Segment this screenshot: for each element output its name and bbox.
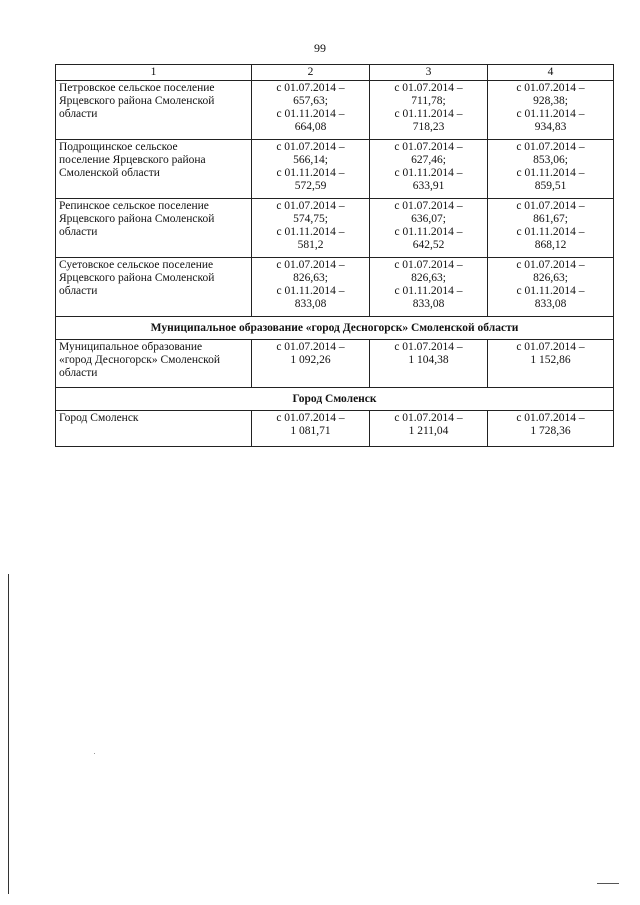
cell-line: с 01.07.2014 – — [516, 200, 585, 212]
cell-line: 833,08 — [534, 298, 567, 310]
cell-line: 833,08 — [294, 298, 327, 310]
section-header-row — [56, 317, 614, 340]
cell-line: 1 211,04 — [408, 425, 449, 437]
tariff-cell-col4 — [488, 140, 614, 199]
table-row — [56, 258, 614, 317]
cell-line: 636,07; — [411, 213, 446, 225]
cell-line: с 01.11.2014 – — [276, 285, 345, 297]
column-header-3: 3 — [370, 65, 488, 81]
cell-line: области — [59, 108, 98, 120]
cell-line: Ярцевского района Смоленской — [59, 272, 215, 284]
cell-line: поселение Ярцевского района — [59, 154, 206, 166]
tariff-cell-col2 — [252, 81, 370, 140]
cell-line: 566,14; — [293, 154, 328, 166]
cell-line: с 01.11.2014 – — [516, 108, 585, 120]
cell-line: с 01.07.2014 – — [516, 82, 585, 94]
cell-line: 657,63; — [293, 95, 328, 107]
settlement-name-cell — [56, 140, 252, 199]
cell-line: 718,23 — [412, 121, 445, 133]
cell-line: 853,06; — [533, 154, 568, 166]
tariff-cell-col3 — [370, 340, 488, 388]
table-row — [56, 81, 614, 140]
cell-line: 633,91 — [412, 180, 445, 192]
cell-line: 627,46; — [411, 154, 446, 166]
cell-line: с 01.07.2014 – — [516, 259, 585, 271]
table-row — [56, 199, 614, 258]
cell-line: Подрощинское сельское — [59, 141, 178, 153]
cell-line: области — [59, 226, 98, 238]
cell-line: 664,08 — [294, 121, 327, 133]
cell-line: с 01.07.2014 – — [516, 341, 585, 353]
cell-line: 1 104,38 — [408, 354, 449, 366]
tariff-cell-col2 — [252, 411, 370, 447]
cell-line: с 01.07.2014 – — [516, 141, 585, 153]
page-number: 99 — [314, 41, 326, 55]
column-header-1: 1 — [56, 65, 252, 81]
cell-line: с 01.11.2014 – — [394, 108, 463, 120]
cell-line: с 01.07.2014 – — [394, 200, 463, 212]
cell-line: с 01.11.2014 – — [516, 285, 585, 297]
cell-line: «город Десногорск» Смоленской — [59, 354, 221, 366]
cell-line: области — [59, 285, 98, 297]
cell-line: с 01.07.2014 – — [394, 259, 463, 271]
table-row — [56, 140, 614, 199]
settlement-name-cell — [56, 340, 252, 388]
cell-line: с 01.07.2014 – — [276, 341, 345, 353]
cell-line: 1 152,86 — [530, 354, 571, 366]
cell-line: с 01.07.2014 – — [276, 200, 345, 212]
settlement-name-cell — [56, 258, 252, 317]
table-row — [56, 411, 614, 447]
cell-line: 826,63; — [411, 272, 446, 284]
tariff-cell-col2 — [252, 140, 370, 199]
cell-line: 934,83 — [534, 121, 567, 133]
cell-line: Ярцевского района Смоленской — [59, 95, 215, 107]
cell-line: 826,63; — [293, 272, 328, 284]
cell-line: 826,63; — [533, 272, 568, 284]
tariff-cell-col3 — [370, 199, 488, 258]
cell-line: 833,08 — [412, 298, 445, 310]
cell-line: Муниципальное образование — [59, 341, 203, 353]
corner-mark — [597, 883, 619, 884]
section-header-row — [56, 388, 614, 411]
section-title: Город Смоленск — [56, 388, 614, 411]
cell-line: с 01.07.2014 – — [516, 412, 585, 424]
tariff-cell-col4 — [488, 411, 614, 447]
tariff-cell-col4 — [488, 199, 614, 258]
cell-line: Смоленской области — [59, 167, 160, 179]
cell-line: области — [59, 367, 98, 379]
cell-line: с 01.07.2014 – — [276, 259, 345, 271]
cell-line: с 01.11.2014 – — [394, 167, 463, 179]
tariff-cell-col3 — [370, 140, 488, 199]
cell-line: с 01.07.2014 – — [276, 82, 345, 94]
cell-line: с 01.11.2014 – — [276, 226, 345, 238]
cell-line: Город Смоленск — [59, 412, 139, 424]
scan-speck — [94, 753, 95, 754]
cell-line: с 01.07.2014 – — [394, 341, 463, 353]
cell-line: с 01.11.2014 – — [394, 226, 463, 238]
column-header-2: 2 — [252, 65, 370, 81]
table-header-row — [56, 65, 614, 81]
table-body — [56, 65, 614, 447]
cell-line: 859,51 — [534, 180, 567, 192]
tariff-cell-col2 — [252, 340, 370, 388]
column-header-4: 4 — [488, 65, 614, 81]
cell-line: с 01.07.2014 – — [394, 141, 463, 153]
tariff-cell-col4 — [488, 340, 614, 388]
cell-line: с 01.11.2014 – — [276, 108, 345, 120]
cell-line: с 01.11.2014 – — [516, 226, 585, 238]
cell-line: с 01.07.2014 – — [394, 82, 463, 94]
cell-line: 711,78; — [411, 95, 446, 107]
cell-line: 642,52 — [412, 239, 445, 251]
settlement-name-cell — [56, 81, 252, 140]
cell-line: с 01.07.2014 – — [276, 412, 345, 424]
cell-line: 574,75; — [293, 213, 328, 225]
cell-line: 581,2 — [297, 239, 324, 251]
cell-line: 1 728,36 — [530, 425, 571, 437]
cell-line: 861,67; — [533, 213, 568, 225]
tariff-cell-col3 — [370, 81, 488, 140]
cell-line: 1 092,26 — [290, 354, 331, 366]
section-title: Муниципальное образование «город Десногорск» Смоленской области — [56, 317, 614, 340]
tariff-cell-col4 — [488, 81, 614, 140]
cell-line: Петровское сельское поселение — [59, 82, 215, 94]
cell-line: 928,38; — [533, 95, 568, 107]
cell-line: с 01.07.2014 – — [276, 141, 345, 153]
cell-line: с 01.07.2014 – — [394, 412, 463, 424]
cell-line: Ярцевского района Смоленской — [59, 213, 215, 225]
cell-line: Репинское сельское поселение — [59, 200, 209, 212]
tariff-cell-col4 — [488, 258, 614, 317]
cell-line: 868,12 — [534, 239, 567, 251]
tariff-table — [55, 64, 614, 447]
cell-line: с 01.11.2014 – — [276, 167, 345, 179]
tariff-cell-col2 — [252, 199, 370, 258]
cell-line: с 01.11.2014 – — [394, 285, 463, 297]
tariff-cell-col3 — [370, 258, 488, 317]
settlement-name-cell — [56, 411, 252, 447]
left-margin-line — [8, 574, 9, 894]
cell-line: с 01.11.2014 – — [516, 167, 585, 179]
cell-line: 1 081,71 — [290, 425, 331, 437]
table-row — [56, 340, 614, 388]
cell-line: 572,59 — [294, 180, 327, 192]
tariff-cell-col2 — [252, 258, 370, 317]
cell-line: Суетовское сельское поселение — [59, 259, 214, 271]
tariff-cell-col3 — [370, 411, 488, 447]
settlement-name-cell — [56, 199, 252, 258]
